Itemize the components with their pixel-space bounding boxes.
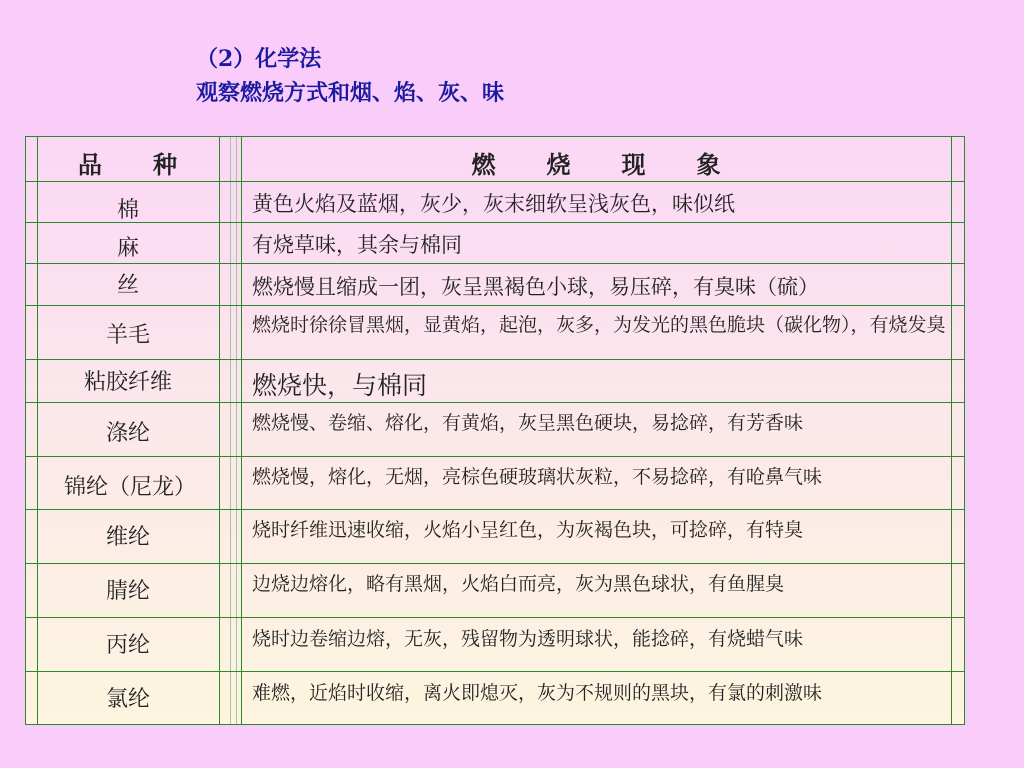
table-row-name: 氯纶 [105, 687, 150, 712]
table-row-desc: 黄色火焰及蓝烟，灰少，灰末细软呈浅灰色，味似纸 [252, 192, 735, 216]
table-row-desc: 难燃，近焰时收缩，离火即熄灭，灰为不规则的黑块，有氯的刺激味 [252, 682, 823, 704]
table-row-name: 羊毛 [105, 323, 150, 348]
header-variety: 品 种 [78, 150, 178, 179]
row-divider [26, 671, 964, 672]
row-divider [26, 509, 964, 510]
table-row-desc: 燃烧慢、卷缩、熔化，有黄焰，灰呈黑色硬块，易捻碎，有芳香味 [252, 412, 804, 434]
column-divider [241, 137, 242, 724]
table-row-name: 腈纶 [105, 579, 150, 604]
table-row-name: 锦纶（尼龙） [63, 475, 196, 500]
row-divider [26, 456, 964, 457]
table-row-desc: 燃烧慢，熔化，无烟，亮棕色硬玻璃状灰粒，不易捻碎，有呛鼻气味 [252, 466, 823, 488]
table-row-desc: 燃烧快，与棉同 [252, 371, 428, 400]
table-row-name: 棉 [116, 198, 139, 223]
table-row-desc: 边烧边熔化，略有黑烟，火焰白而亮，灰为黑色球状，有鱼腥臭 [252, 573, 785, 595]
column-divider [219, 137, 220, 724]
table-row-name: 涤纶 [105, 421, 150, 446]
table-row-name: 维纶 [105, 525, 150, 550]
row-divider [26, 305, 964, 306]
row-divider [26, 617, 964, 618]
column-divider [236, 137, 237, 724]
table-row-desc: 燃烧时徐徐冒黑烟，显黄焰，起泡，灰多，为发光的黑色脆块（碳化物），有烧发臭 [252, 314, 946, 336]
table-row-desc: 燃烧慢且缩成一团，灰呈黑褐色小球，易压碎，有臭味（硫） [252, 275, 819, 299]
section-heading [196, 42, 504, 110]
table-row-desc: 有烧草味，其余与棉同 [252, 233, 462, 257]
table-row-name: 丝 [116, 273, 139, 298]
heading-method: （2）化学法 [196, 46, 322, 72]
header-phenomenon: 燃 烧 现 象 [471, 150, 722, 179]
row-divider [26, 263, 964, 264]
row-divider [26, 563, 964, 564]
row-divider [26, 402, 964, 403]
table-row-name: 麻 [116, 236, 139, 261]
row-divider [26, 359, 964, 360]
table-row-name: 粘胶纤维 [83, 370, 172, 395]
table-row-name: 丙纶 [105, 633, 150, 658]
heading-subtitle: 观察燃烧方式和烟、焰、灰、味 [196, 80, 505, 106]
row-divider [26, 181, 964, 182]
column-divider [230, 137, 231, 724]
table-row-desc: 烧时边卷缩边熔，无灰，残留物为透明球状，能捻碎，有烧蜡气味 [252, 628, 804, 650]
table-row-desc: 烧时纤维迅速收缩，火焰小呈红色，为灰褐色块，可捻碎，有特臭 [252, 519, 804, 541]
burning-test-table [25, 136, 965, 725]
